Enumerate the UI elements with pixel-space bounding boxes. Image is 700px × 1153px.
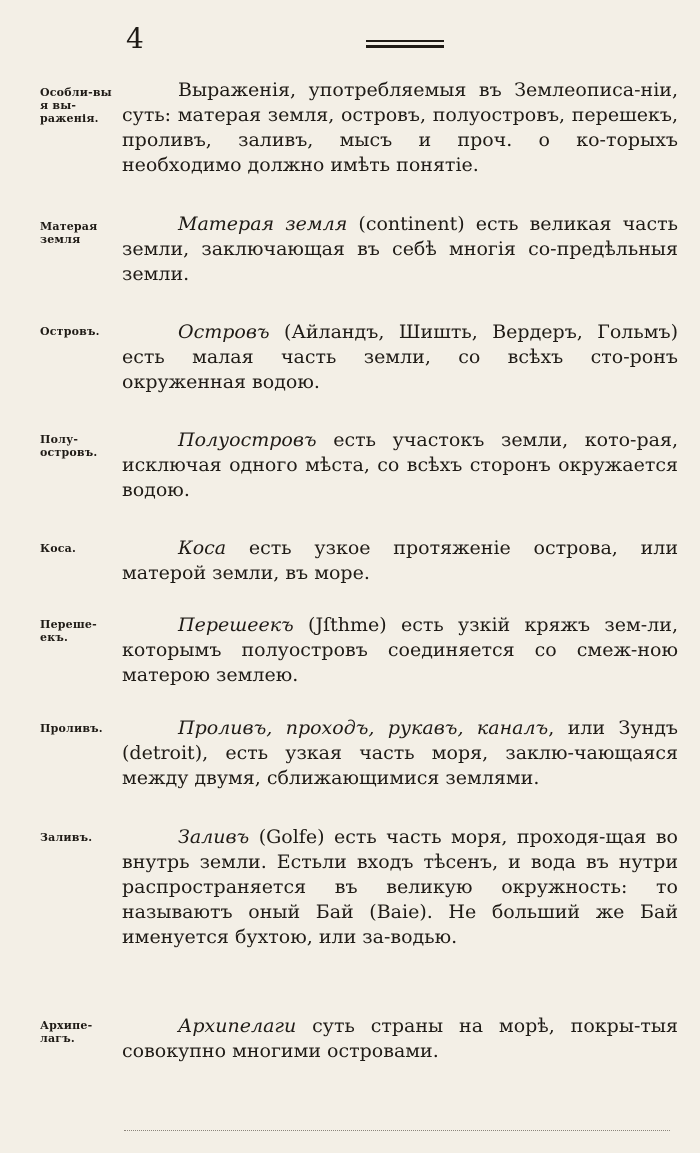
term: Заливъ [178,826,250,848]
margin-note: Матерая земля [40,220,98,246]
paragraph [122,320,678,395]
paragraph [122,613,678,688]
margin-note: Островъ. [40,325,100,338]
margin-note: Проливъ. [40,722,103,735]
term: Проливъ, проходъ, рукавъ, каналъ [178,717,549,739]
paragraph [122,1014,678,1064]
paragraph [122,536,678,586]
paragraph-text: (continent) есть великая часть земли, заключающая въ себѣ многія со-предѣльныя земли. [122,213,678,285]
paragraph-text: (Айландъ, Шишть, Вердеръ, Гольмъ) есть малая часть земли, со всѣхъ сто-ронъ окруженная водою. [122,321,678,393]
term: Перешеекъ [178,614,294,636]
margin-note: Полу-островъ. [40,433,98,459]
term: Коса [178,537,227,559]
paragraph-text: Выраженія, употребляемыя въ Землеописа-ніи, суть: матерая земля, островъ, полуостровъ, перешекъ, проливъ, заливъ, мысъ и проч. о ко-торыхъ необходимо должно имѣть понятіе. [122,79,678,176]
margin-note: Особли-вы я вы-раженія. [40,86,112,125]
margin-note: Переше-екъ. [40,618,97,644]
term: Полуостровъ [178,429,317,451]
paragraph [122,428,678,503]
paragraph-text: суть страны на морѣ, покры-тыя совокупно многими островами. [122,1015,678,1062]
paragraph-text: (Jſthme) есть узкій кряжъ зем-ли, которымъ полуостровъ соединяется со смеж-ною матерою землею. [122,614,678,686]
paragraph-text: есть узкое протяженіе острова, или матерой земли, въ море. [122,537,678,584]
paragraph [122,78,678,178]
footer-rule [124,1130,670,1131]
paragraph [122,825,678,950]
paragraph-text: (Golfe) есть часть моря, проходя-щая во внутрь земли. Естьли входъ тѣсенъ, и вода въ нутри распространяется въ великую окружность: то называютъ оный Бай (Baie). Не больший же Бай именуется бухтою, или за-водью. [122,826,678,948]
term: Архипелаги [178,1015,297,1037]
term: Матерая земля [178,213,348,235]
paragraph [122,212,678,287]
header-rule [366,40,444,48]
margin-note: Коса. [40,542,76,555]
paragraph-text: , или Зундъ (detroit), есть узкая часть моря, заклю-чающаяся между двумя, сближающимися землями. [122,717,678,789]
paragraph-text: есть участокъ земли, кото-рая, исключая одного мѣста, со всѣхъ сторонъ окружается водою. [122,429,678,501]
paragraph [122,716,678,791]
page-number: 4 [126,22,144,55]
margin-note: Заливъ. [40,831,93,844]
term: Островъ [178,321,270,343]
margin-note: Архипе-лагъ. [40,1019,93,1045]
